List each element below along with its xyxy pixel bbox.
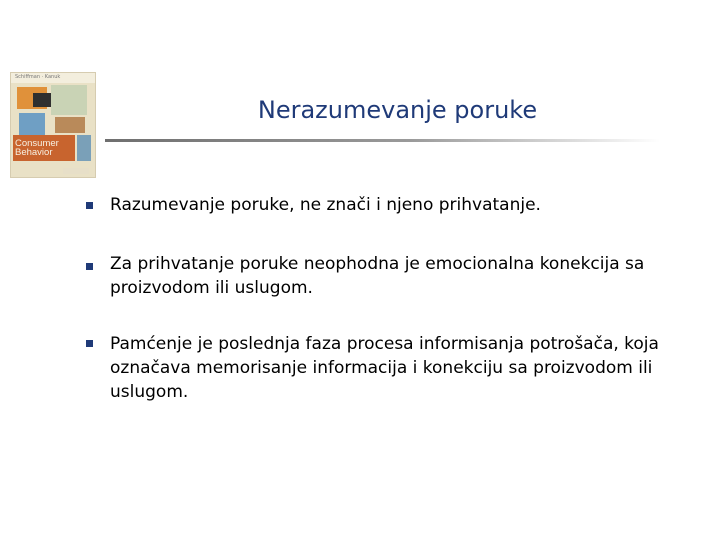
bullet-square-icon [86, 202, 93, 209]
cover-title-line-2: Behavior [15, 147, 53, 158]
bullet-text: Razumevanje poruke, ne znači i njeno prihvatanje. [110, 195, 541, 215]
bullet-square-icon [86, 340, 93, 347]
bullet-text: Za prihvatanje poruke neophodna je emocionalna konekcija sa proizvodom ili uslugom. [110, 254, 645, 298]
cover-block-side [77, 135, 91, 161]
cover-bottom-label [63, 168, 89, 174]
cover-title [15, 139, 59, 157]
title-underline [105, 139, 660, 142]
cover-title-line-1: Consumer [15, 138, 59, 149]
cover-authors: Schiffman · Kanuk [15, 74, 61, 80]
bullet-text: Pamćenje je poslednja faza procesa informisanja potrošača, koja označava memorisanje informacija i konekciju sa proizvodom ili uslugom. [110, 334, 659, 402]
slide-title: Nerazumevanje poruke [257, 96, 538, 124]
book-cover-image [10, 72, 96, 178]
bullet-square-icon [86, 263, 93, 270]
